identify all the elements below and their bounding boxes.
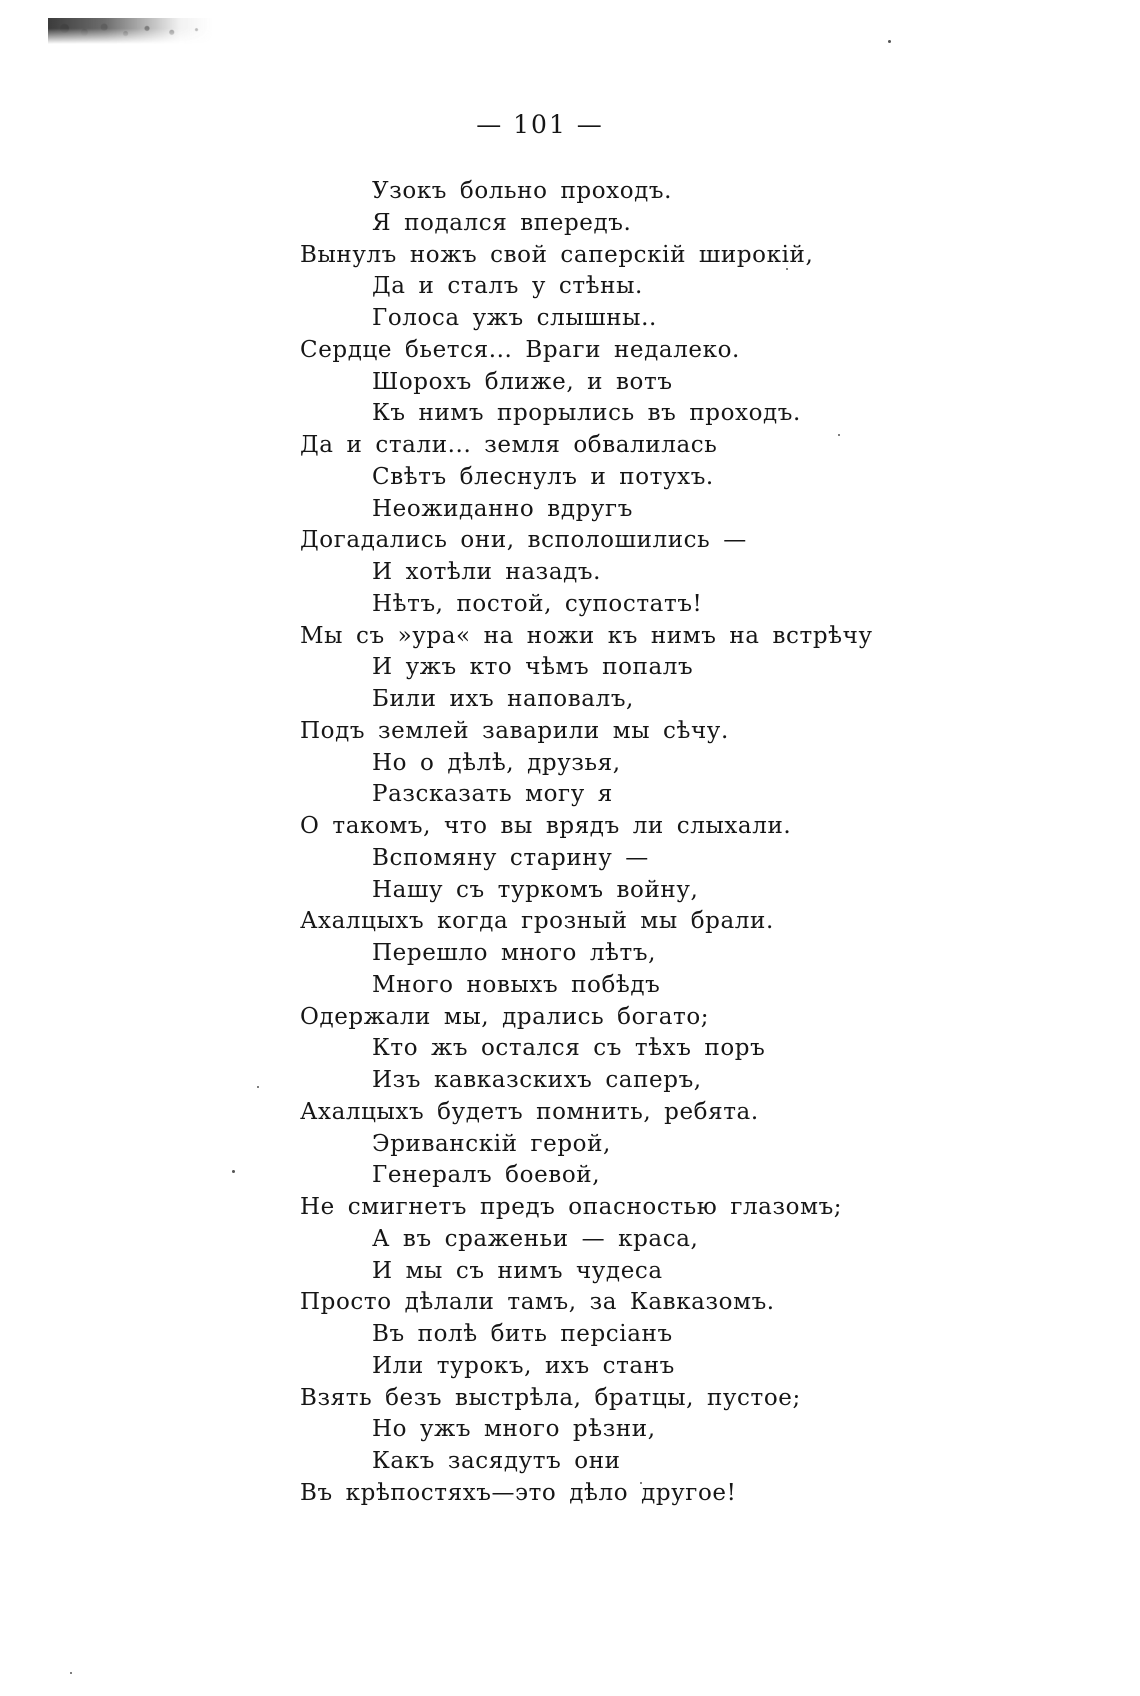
poem-line: Свѣтъ блеснулъ и потухъ. bbox=[372, 463, 714, 490]
poem-line: Подъ землей заварили мы сѣчу. bbox=[300, 717, 729, 744]
poem-line: Къ нимъ прорылись въ проходъ. bbox=[372, 400, 801, 427]
poem-line: Я подался впередъ. bbox=[372, 209, 632, 236]
paper-speck bbox=[70, 1672, 72, 1674]
poem-line: Въ полѣ бить персіанъ bbox=[372, 1321, 673, 1347]
poem-line: Голоса ужъ слышны.. bbox=[372, 305, 657, 331]
poem-line: Били ихъ наповалъ, bbox=[372, 686, 634, 712]
poem-line: И ужъ кто чѣмъ попалъ bbox=[372, 654, 694, 681]
ink-smudge bbox=[48, 18, 213, 44]
poem-line: Неожиданно вдругъ bbox=[372, 495, 633, 522]
poem-line: Въ крѣпостяхъ—это дѣло другое! bbox=[300, 1479, 737, 1506]
poem-line: И мы съ нимъ чудеса bbox=[372, 1257, 663, 1284]
poem-line: Да и сталъ у стѣны. bbox=[372, 273, 643, 300]
poem-line: Взять безъ выстрѣла, братцы, пустое; bbox=[300, 1384, 801, 1411]
poem-line: Ахалцыхъ будетъ помнить, ребята. bbox=[300, 1098, 759, 1125]
poem-line: О такомъ, что вы врядъ ли слыхали. bbox=[300, 813, 792, 839]
poem-line: Вынулъ ножъ свой саперскій широкій, bbox=[300, 241, 814, 268]
paper-speck bbox=[232, 1170, 235, 1173]
poem-line: Вспомяну старину — bbox=[372, 844, 649, 871]
poem-line: Ахалцыхъ когда грозный мы брали. bbox=[300, 908, 774, 935]
poem-line: Узокъ больно проходъ. bbox=[372, 178, 673, 204]
paper-speck bbox=[888, 40, 891, 43]
poem-line: Да и стали... земля обвалилась bbox=[300, 432, 718, 458]
paper-speck bbox=[257, 1086, 259, 1088]
poem-line: Но ужъ много рѣзни, bbox=[372, 1416, 656, 1443]
poem-line: Шорохъ ближе, и вотъ bbox=[372, 368, 673, 395]
poem-line: А въ сраженьи — краса, bbox=[372, 1225, 699, 1252]
poem-line: Одержали мы, дрались богато; bbox=[300, 1003, 710, 1030]
poem-line: Много новыхъ побѣдъ bbox=[372, 971, 661, 998]
poem-line: Генералъ боевой, bbox=[372, 1162, 601, 1189]
poem-line: Нашу съ туркомъ войну, bbox=[372, 876, 699, 903]
poem-line: Изъ кавказскихъ саперъ, bbox=[372, 1067, 702, 1093]
poem-line: Но о дѣлѣ, друзья, bbox=[372, 749, 621, 776]
poem-line: Не смигнетъ предъ опасностью глазомъ; bbox=[300, 1194, 843, 1220]
poem-line: Какъ засядутъ они bbox=[372, 1448, 621, 1474]
poem-line: И хотѣли назадъ. bbox=[372, 559, 602, 585]
poem-line: Мы съ »ура« на ножи къ нимъ на встрѣчу bbox=[300, 622, 873, 649]
poem-line: Перешло много лѣтъ, bbox=[372, 940, 656, 966]
poem-line: Эриванскій герой, bbox=[372, 1130, 611, 1157]
page-number: — 101 — bbox=[476, 110, 604, 139]
poem-line: Или турокъ, ихъ станъ bbox=[372, 1352, 675, 1379]
poem-line: Разсказать могу я bbox=[372, 781, 613, 808]
poem-line: Кто жъ остался съ тѣхъ поръ bbox=[372, 1035, 766, 1062]
poem-line: Догадались они, всполошились — bbox=[300, 527, 747, 554]
poem-text bbox=[300, 176, 1060, 1510]
poem-line: Сердце бьется... Враги недалеко. bbox=[300, 336, 740, 363]
poem-line: Нѣтъ, постой, супостатъ! bbox=[372, 590, 703, 617]
poem-line: Просто дѣлали тамъ, за Кавказомъ. bbox=[300, 1289, 775, 1316]
